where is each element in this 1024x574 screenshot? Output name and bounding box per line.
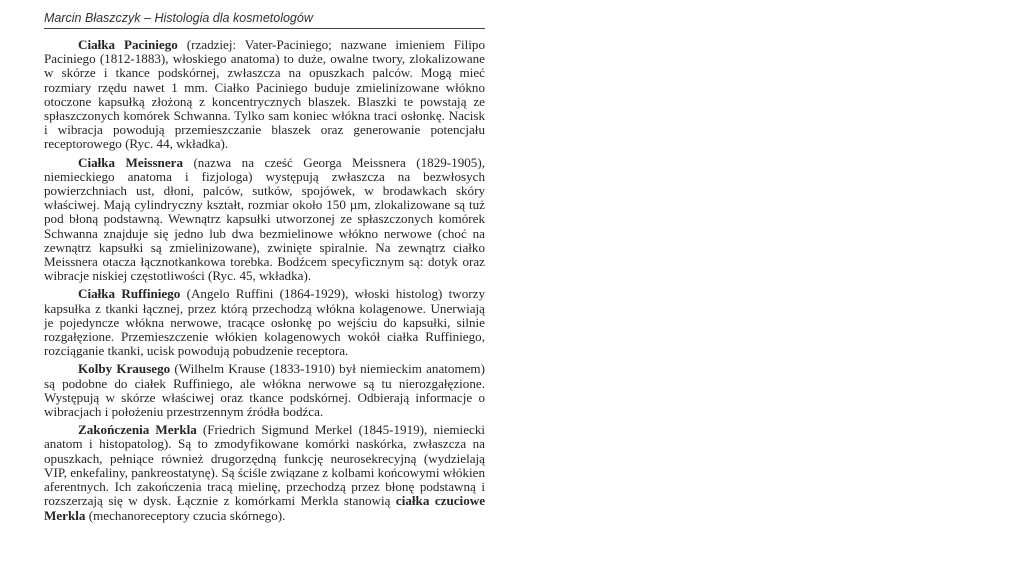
paragraph-text: (rzadziej: Vater-Paciniego; nazwane imieniem Filipo Paciniego (1812-1883), włoskiego anatoma) to duże, owalne twory, zlokalizowane w skórze i tkance podskórnej, zwłaszcza na opuszkach palców. Mogą mieć rozmiary rzędu nawet 1 mm. Ciałko Paciniego buduje zmielinizowane włókno otoczone kapsułką złożoną z koncentrycznych blaszek. Blaszki te powstają ze spłaszczonych komórek Schwanna. Tylko sam koniec włókna traci osłonkę. Nacisk i wibracja powodują przemieszczanie blaszek oraz generowanie potencjału receptorowego (Ryc. 44, wkładka). (44, 37, 486, 152)
paragraph-krause-bulbs (44, 362, 485, 419)
body-text (44, 38, 485, 523)
paragraph-text: (nazwa na cześć Georga Meissnera (1829-1905), niemieckiego anatoma i fizjologa) występują zwłaszcza na bezwłosych powierzchniach ust, dłoni, palców, sutków, spojówek, w brodawkach skóry właściwej. Mają cylindryczny kształt, rozmiar około 150 µm, zlokalizowane są tuż pod błoną podstawną. Wewnątrz kapsułki utworzonej ze spłaszczonych komórek Schwanna znajduje się jedno lub dwa bezmielinowe włókno nerwowe (choć na zewnątrz kapsułki są zmielinizowane), zwinięte spiralnie. Na zewnątrz ciałko Meissnera otacza łącznotkankowa torebka. Bodźcem specyficznym są: dotyk oraz wibracje niskiej częstotliwości (Ryc. 45, wkładka). (44, 154, 485, 284)
term-merkel: Zakończenia Merkla (78, 422, 197, 438)
term-ruffini: Ciałka Ruffiniego (78, 286, 181, 302)
header-rule (44, 28, 485, 29)
paragraph-ruffini-corpuscles (44, 287, 485, 358)
paragraph-text: (Friedrich Sigmund Merkel (1845-1919), niemiecki anatom i histopatolog). Są to zmodyfikowane komórki naskórka, zwłaszcza na opuszkach, pełniące również drugorzędną funkcję neurosekrecyjną (wydzielają VIP, enkefaliny, pankreostatynę). Są ściśle związane z kolbami końcowymi włókien aferentnych. Ich zakończenia tracą mielinę, przechodzą przez błonę podstawną i rozszerzają się w dysk. Łącznie z komórkami Merkla stanowią (44, 422, 486, 509)
term-krause: Kolby Krausego (78, 361, 171, 377)
paragraph-merkel-endings (44, 423, 485, 522)
paragraph-text-end: (mechanoreceptory czucia skórnego). (85, 507, 286, 523)
term-meissner: Ciałka Meissnera (78, 154, 183, 170)
paragraph-meissner-corpuscles (44, 156, 485, 284)
term-merkel-tactile: ciałka czuciowe Merkla (44, 493, 486, 523)
paragraph-text: (Wilhelm Krause (1833-1910) był niemieckim anatomem) są podobne do ciałek Ruffiniego, ale włókna nerwowe są tu nierozgałęzione. Występują w skórze właściwej oraz tkance podskórnej. Odbierają informacje o wibracjach i położeniu przestrzennym źródła bodźca. (44, 361, 485, 420)
paragraph-text: (Angelo Ruffini (1864-1929), włoski histolog) tworzy kapsułka z tkanki łącznej, przez którą przechodzą włókna kolagenowe. Unerwiają je pojedyncze włókna nerwowe, tracące osłonkę po wejściu do kapsułki, silnie rozgałęzione. Przemieszczenie włókien kolagenowych wokół ciałka Ruffiniego, rozciąganie tkanki, ucisk powodują pobudzenie receptora. (44, 286, 485, 359)
paragraph-pacinian-corpuscles (44, 38, 485, 152)
document-page (44, 0, 485, 574)
term-pacinian: Ciałka Paciniego (78, 37, 178, 52)
running-header: Marcin Błaszczyk – Histologia dla kosmetologów (44, 11, 313, 25)
